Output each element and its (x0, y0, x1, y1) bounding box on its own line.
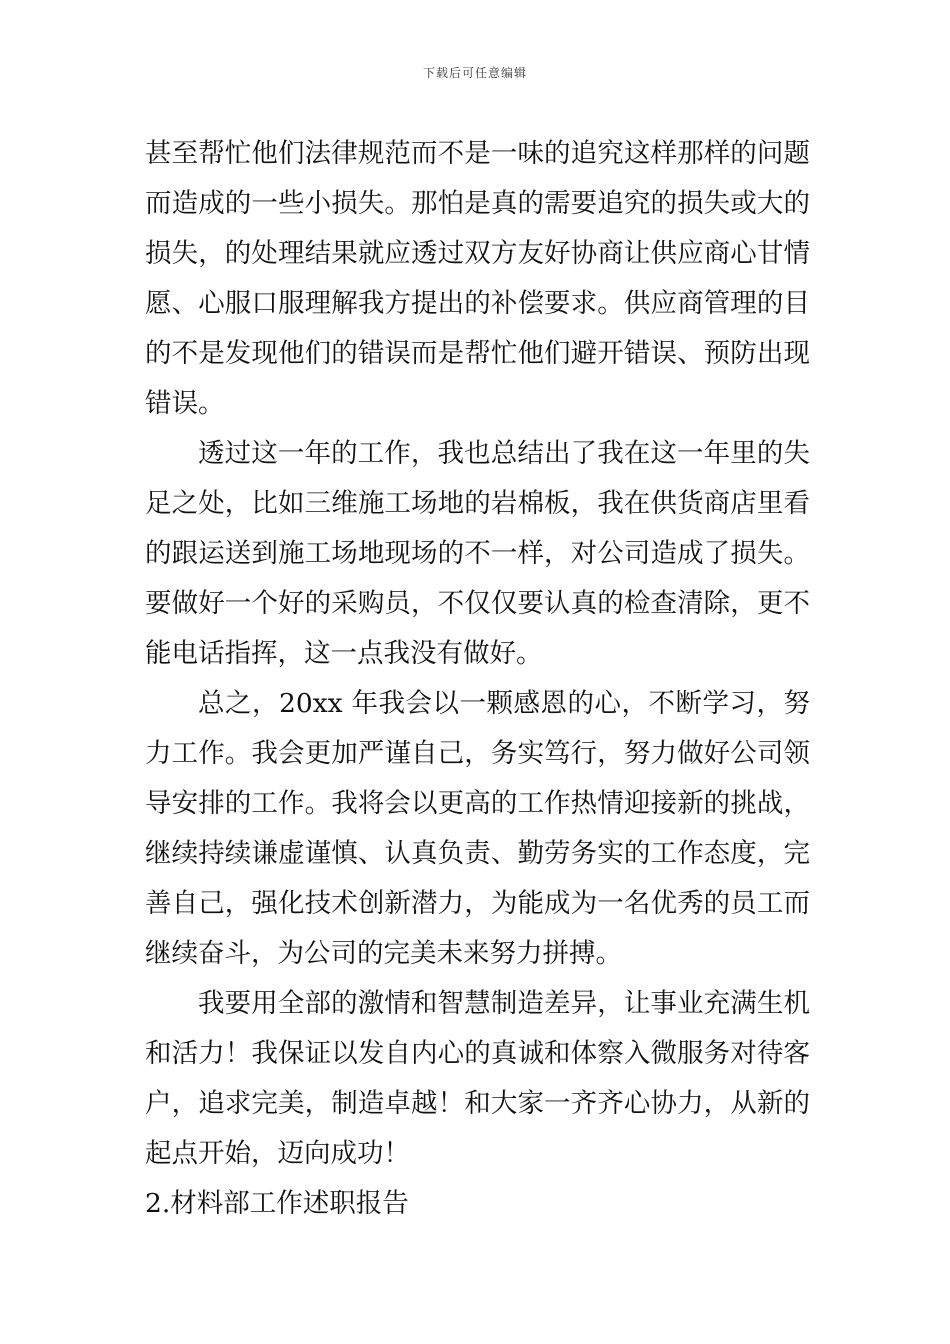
document-body (145, 129, 810, 1229)
section-heading: 2.材料部工作述职报告 (145, 1188, 409, 1219)
paragraph-commitment: 我要用全部的激情和智慧制造差异，让事业充满生机和活力！我保证以发自内心的真诚和体察入微服务对待客户，追求完美，制造卓越！和大家一齐齐心协力，从新的起点开始，迈向成功！ (145, 988, 810, 1169)
paragraph-reflection: 透过这一年的工作，我也总结出了我在这一年里的失足之处，比如三维施工场地的岩棉板，我在供货商店里看的跟运送到施工场地现场的不一样，对公司造成了损失。要做好一个好的采购员，不仅仅要认真的检查清除，更不能电话指挥，这一点我没有做好。 (145, 438, 810, 669)
paragraph-continuation: 甚至帮忙他们法律规范而不是一味的追究这样那样的问题而造成的一些小损失。那怕是真的需要追究的损失或大的损失，的处理结果就应透过双方友好协商让供应商心甘情愿、心服口服理解我方提出的补偿要求。供应商管理的目的不是发现他们的错误而是帮忙他们避开错误、预防出现错误。 (145, 138, 810, 419)
paragraph-summary: 总之，20xx 年我会以一颗感恩的心，不断学习，努力工作。我会更加严谨自己，务实笃行，努力做好公司领导安排的工作。我将会以更高的工作热情迎接新的挑战，继续持续谦虚谨慎、认真负责、勤劳务实的工作态度，完善自己，强化技术创新潜力，为能成为一名优秀的员工而继续奋斗，为公司的完美未来努力拼搏。 (145, 688, 810, 969)
page-header: 下载后可任意编辑 (422, 66, 527, 80)
